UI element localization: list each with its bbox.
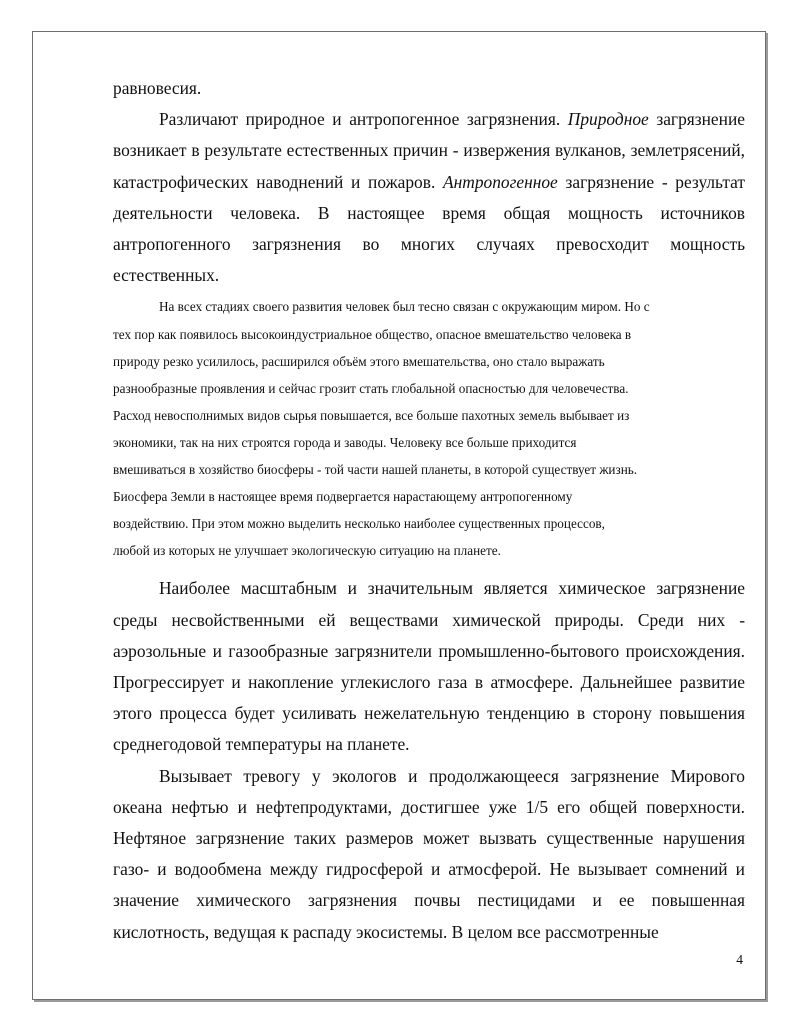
page-body (113, 73, 745, 948)
paragraph-ocean-pollution: Вызывает тревогу у экологов и продолжающееся загрязнение Мирового океана нефтью и нефтепродуктами, достигшее уже 1/5 его общей поверхности. Нефтяное загрязнение таких размеров может вызвать существенные нарушения газо- и водообмена между гидросферой и атмосферой. Не вызывает сомнений и значение химического загрязнения почвы пестицидами и ее повышенная кислотность, ведущая к распаду экосистемы. В целом все рассмотренные (113, 765, 745, 942)
page-number: 4 (736, 952, 743, 967)
document-page (32, 31, 766, 1000)
paragraph-text: загрязнение - результат деятельности человека. В настоящее время общая мощность источников антропогенного загрязнения во многих случаях превосходит мощность естественных. (113, 171, 745, 286)
emphasis-anthropogenic: Антропогенное (443, 171, 558, 192)
paragraph-chemical-pollution: Наиболее масштабным и значительным является химическое загрязнение среды несвойственными ей веществами химической природы. Среди них - аэрозольные и газообразные загрязнители промышленно-бытового происхождения. Прогрессирует и накопление углекислого газа в атмосфере. Дальнейшее развитие этого процесса будет усиливать нежелательную тенденцию в сторону повышения среднегодовой температуры на планете. (113, 578, 745, 755)
paragraph-continuation: равновесия. (113, 78, 202, 98)
paragraph-text: загрязнение возникает в результате естественных причин - извержения вулканов, землетрясений, катастрофических наводнений и пожаров. (113, 109, 745, 192)
paragraph-text: Различают природное и антропогенное загрязнения. (159, 109, 568, 130)
emphasis-natural: Природное (567, 109, 649, 130)
paragraph-small-insert: На всех стадиях своего развития человек был тесно связан с окружающим миром. Но с тех пор как появилось высокоиндустриальное общество, опасное вмешательство человека в природу резко усилилось, расширился объём этого вмешательства, оно стало выражать разнообразные проявления и сейчас грозит стать глобальной опасностью для человечества. Расход невосполнимых видов сырья повышается, все больше пахотных земель выбывает из экономики, так на них строятся города и заводы. Человеку все больше приходится вмешиваться в хозяйство биосферы - той части нашей планеты, в которой существует жизнь. Биосфера Земли в настоящее время подвергается нарастающему антропогенному воздействию. При этом можно выделить несколько наиболее существенных процессов, любой из которых не улучшает экологическую ситуацию на планете. (113, 299, 650, 559)
paragraph-pollution-types (113, 104, 745, 291)
